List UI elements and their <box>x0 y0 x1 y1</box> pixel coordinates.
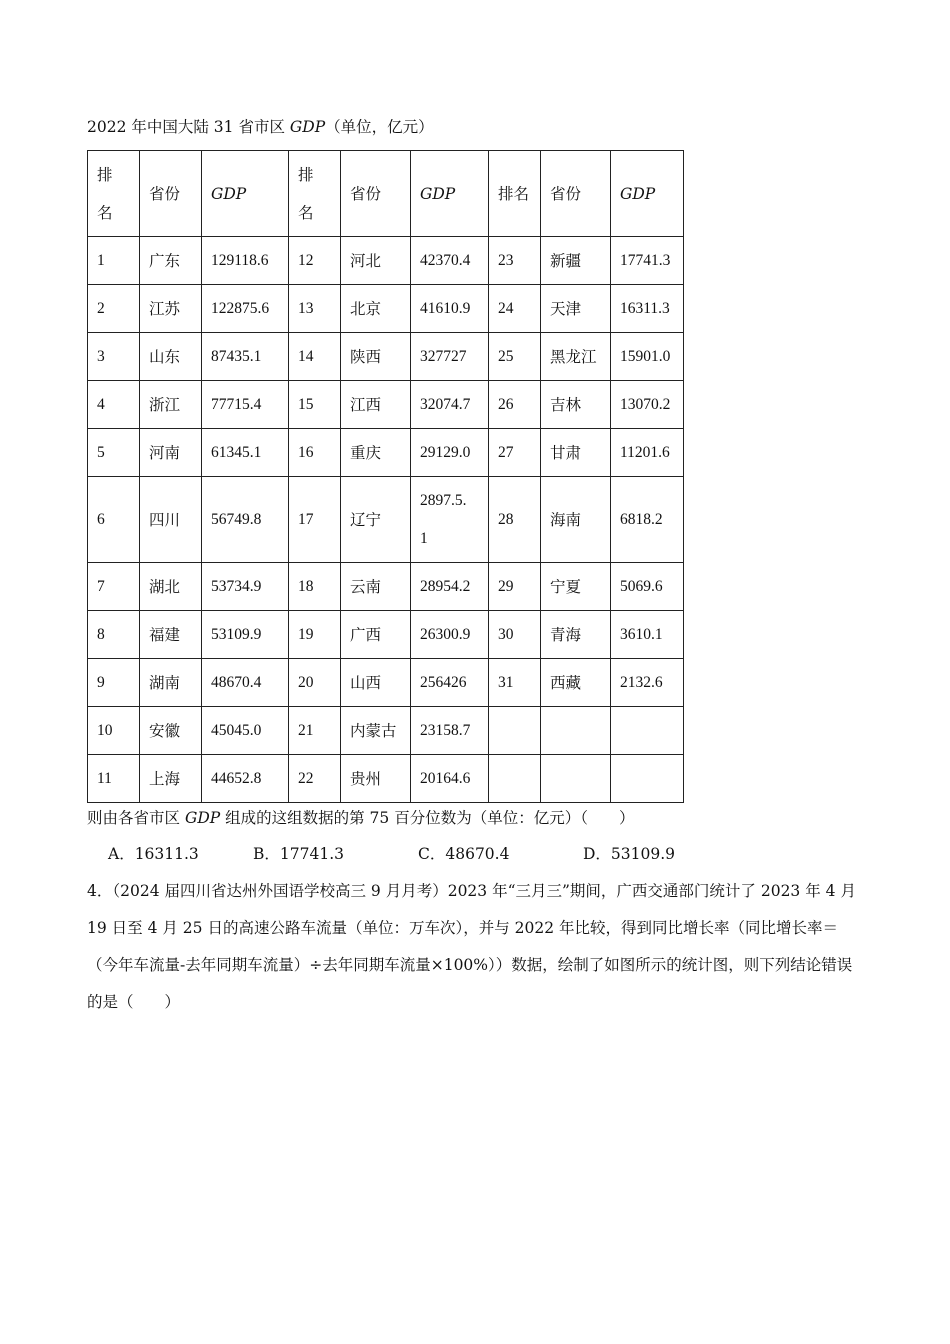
gdp-cell: 23158.7 <box>411 707 489 755</box>
rank-cell: 27 <box>489 429 541 477</box>
province-cell: 山东 <box>140 333 202 381</box>
gdp-cell <box>611 755 684 803</box>
gdp-cell: 77715.4 <box>202 381 289 429</box>
rank-cell: 23 <box>489 237 541 285</box>
province-cell: 福建 <box>140 611 202 659</box>
rank-cell: 26 <box>489 381 541 429</box>
rank-cell: 11 <box>88 755 140 803</box>
rank-cell: 5 <box>88 429 140 477</box>
header-gdp: GDP <box>202 151 289 237</box>
province-cell: 黑龙江 <box>541 333 611 381</box>
rank-cell: 30 <box>489 611 541 659</box>
rank-cell: 31 <box>489 659 541 707</box>
gdp-cell: 26300.9 <box>411 611 489 659</box>
province-cell: 江苏 <box>140 285 202 333</box>
province-cell: 辽宁 <box>341 477 411 563</box>
province-cell: 湖南 <box>140 659 202 707</box>
option-c[interactable]: C．48670.4 <box>418 845 510 863</box>
header-rank: 排 名 <box>289 151 341 237</box>
province-cell: 青海 <box>541 611 611 659</box>
title-gdp: GDP <box>289 118 326 136</box>
option-d[interactable]: D．53109.9 <box>583 845 676 863</box>
gdp-cell: 17741.3 <box>611 237 684 285</box>
rank-cell: 9 <box>88 659 140 707</box>
gdp-cell: 327727 <box>411 333 489 381</box>
table-row <box>88 381 684 429</box>
rank-cell: 8 <box>88 611 140 659</box>
province-cell: 甘肃 <box>541 429 611 477</box>
table-row <box>88 707 684 755</box>
province-cell: 陕西 <box>341 333 411 381</box>
question-3-stem: 则由各省市区 GDP 组成的这组数据的第 75 百分位数为（单位：亿元）（ ） <box>87 809 635 827</box>
option-a[interactable]: A．16311.3 <box>108 845 199 863</box>
table-title: 2022 年中国大陆 31 省市区 GDP（单位，亿元） <box>87 118 434 136</box>
header-rank: 排名 <box>489 151 541 237</box>
gdp-cell: 6818.2 <box>611 477 684 563</box>
province-cell: 宁夏 <box>541 563 611 611</box>
table-header-row <box>88 151 684 237</box>
province-cell: 云南 <box>341 563 411 611</box>
rank-cell: 3 <box>88 333 140 381</box>
table-row <box>88 611 684 659</box>
gdp-cell: 13070.2 <box>611 381 684 429</box>
province-cell: 上海 <box>140 755 202 803</box>
rank-cell: 7 <box>88 563 140 611</box>
header-gdp: GDP <box>411 151 489 237</box>
gdp-cell: 53109.9 <box>202 611 289 659</box>
header-province: 省份 <box>140 151 202 237</box>
header-gdp: GDP <box>611 151 684 237</box>
question-4-stem: 4．（2024 届四川省达州外国语学校高三 9 月月考）2023 年“三月三”期间，广西交通部门统计了 2023 年 4 月 19 日至 4 月 25 日的高速公路车流量（单位：万车次），并与 2022 年比较，得到同比增长率（同比增长率＝（今年车流量-去年同期车流量）÷去年同期车流量×100%））数据，绘制了如图所示的统计图，则下列结论错误的是（ ） <box>87 882 856 1011</box>
header-province: 省份 <box>541 151 611 237</box>
gdp-cell: 2132.6 <box>611 659 684 707</box>
rank-cell: 10 <box>88 707 140 755</box>
gdp-cell: 45045.0 <box>202 707 289 755</box>
province-cell <box>541 707 611 755</box>
gdp-cell: 44652.8 <box>202 755 289 803</box>
province-cell: 湖北 <box>140 563 202 611</box>
rank-cell: 1 <box>88 237 140 285</box>
table-row <box>88 477 684 563</box>
gdp-cell: 16311.3 <box>611 285 684 333</box>
rank-cell: 22 <box>289 755 341 803</box>
province-cell: 吉林 <box>541 381 611 429</box>
table-row <box>88 755 684 803</box>
rank-cell: 29 <box>489 563 541 611</box>
gdp-cell: 15901.0 <box>611 333 684 381</box>
province-cell: 天津 <box>541 285 611 333</box>
gdp-cell: 32074.7 <box>411 381 489 429</box>
province-cell: 安徽 <box>140 707 202 755</box>
rank-cell: 4 <box>88 381 140 429</box>
table-row <box>88 333 684 381</box>
gdp-cell: 2897.5. 1 <box>411 477 489 563</box>
rank-cell: 18 <box>289 563 341 611</box>
table-row <box>88 285 684 333</box>
table-row <box>88 429 684 477</box>
province-cell: 内蒙古 <box>341 707 411 755</box>
rank-cell: 28 <box>489 477 541 563</box>
province-cell: 贵州 <box>341 755 411 803</box>
rank-cell: 6 <box>88 477 140 563</box>
province-cell: 山西 <box>341 659 411 707</box>
province-cell: 广东 <box>140 237 202 285</box>
gdp-cell: 56749.8 <box>202 477 289 563</box>
table-row <box>88 237 684 285</box>
rank-cell: 2 <box>88 285 140 333</box>
gdp-cell: 122875.6 <box>202 285 289 333</box>
province-cell: 河北 <box>341 237 411 285</box>
gdp-cell <box>611 707 684 755</box>
rank-cell: 21 <box>289 707 341 755</box>
gdp-cell: 129118.6 <box>202 237 289 285</box>
province-cell: 新疆 <box>541 237 611 285</box>
province-cell: 江西 <box>341 381 411 429</box>
rank-cell: 17 <box>289 477 341 563</box>
province-cell <box>541 755 611 803</box>
rank-cell: 16 <box>289 429 341 477</box>
rank-cell <box>489 755 541 803</box>
gdp-cell: 29129.0 <box>411 429 489 477</box>
gdp-cell: 48670.4 <box>202 659 289 707</box>
province-cell: 北京 <box>341 285 411 333</box>
rank-cell: 19 <box>289 611 341 659</box>
province-cell: 西藏 <box>541 659 611 707</box>
province-cell: 重庆 <box>341 429 411 477</box>
gdp-cell: 28954.2 <box>411 563 489 611</box>
gdp-cell: 20164.6 <box>411 755 489 803</box>
rank-cell: 15 <box>289 381 341 429</box>
gdp-cell: 53734.9 <box>202 563 289 611</box>
gdp-table <box>87 150 684 803</box>
gdp-cell: 42370.4 <box>411 237 489 285</box>
province-cell: 浙江 <box>140 381 202 429</box>
header-rank: 排 名 <box>88 151 140 237</box>
rank-cell: 24 <box>489 285 541 333</box>
gdp-cell: 41610.9 <box>411 285 489 333</box>
rank-cell <box>489 707 541 755</box>
province-cell: 广西 <box>341 611 411 659</box>
rank-cell: 12 <box>289 237 341 285</box>
province-cell: 四川 <box>140 477 202 563</box>
table-row <box>88 659 684 707</box>
province-cell: 河南 <box>140 429 202 477</box>
header-province: 省份 <box>341 151 411 237</box>
province-cell: 海南 <box>541 477 611 563</box>
gdp-cell: 87435.1 <box>202 333 289 381</box>
gdp-cell: 61345.1 <box>202 429 289 477</box>
rank-cell: 20 <box>289 659 341 707</box>
gdp-cell: 256426 <box>411 659 489 707</box>
option-b[interactable]: B．17741.3 <box>253 845 344 863</box>
gdp-cell: 11201.6 <box>611 429 684 477</box>
table-row <box>88 563 684 611</box>
rank-cell: 14 <box>289 333 341 381</box>
rank-cell: 25 <box>489 333 541 381</box>
rank-cell: 13 <box>289 285 341 333</box>
gdp-cell: 5069.6 <box>611 563 684 611</box>
gdp-cell: 3610.1 <box>611 611 684 659</box>
